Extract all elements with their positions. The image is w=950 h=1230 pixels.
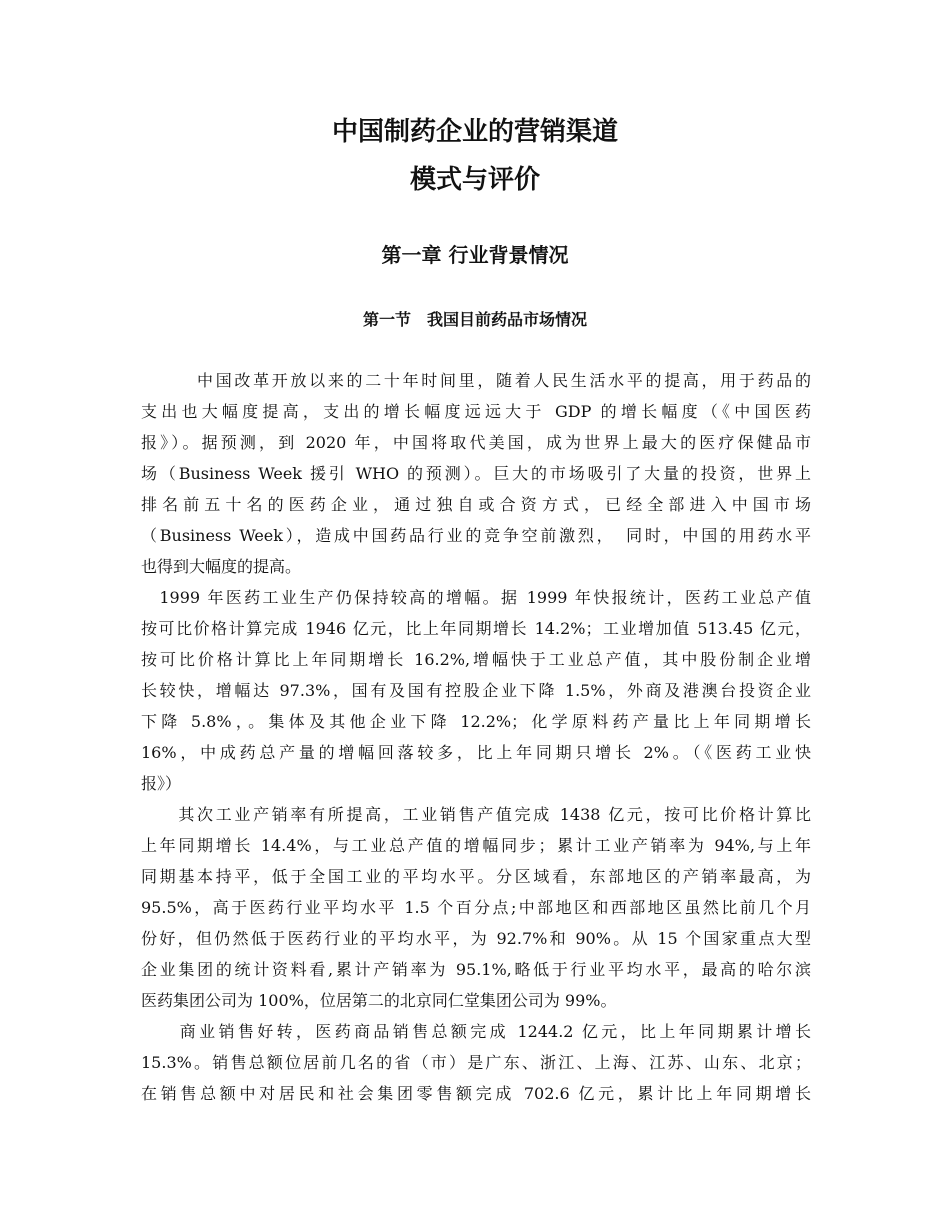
body-line: 报》） bbox=[141, 774, 182, 793]
body-line: （Business Week），造成中国药品行业的竞争空前激烈， 同时，中国的用药水平 bbox=[141, 526, 811, 545]
section-heading: 第一节 我国目前药品市场情况 bbox=[362, 310, 587, 329]
body-line: 份好，但仍然低于医药行业的平均水平，为 92.7%和 90%。从 15 个国家重点大型 bbox=[141, 929, 811, 948]
body-line: 中国改革开放以来的二十年时间里，随着人民生活水平的提高，用于药品的 bbox=[141, 371, 811, 390]
body-line: 医药集团公司为 100%，位居第二的北京同仁堂集团公司为 99%。 bbox=[141, 991, 617, 1010]
document-title-line-1: 中国制药企业的营销渠道 bbox=[331, 117, 618, 147]
body-line: 95.5%，高于医药行业平均水平 1.5 个百分点;中部地区和西部地区虽然比前几个月 bbox=[141, 898, 811, 917]
body-line: 也得到大幅度的提高。 bbox=[141, 557, 302, 576]
body-line: 支出也大幅度提高，支出的增长幅度远远大于 GDP 的增长幅度（《中国医药 bbox=[141, 402, 811, 421]
body-line: 上年同期增长 14.4%，与工业总产值的增幅同步；累计工业产销率为 94%,与上年 bbox=[141, 836, 811, 855]
document-title-line-2: 模式与评价 bbox=[409, 165, 540, 195]
chapter-heading: 第一章 行业背景情况 bbox=[381, 243, 569, 267]
body-line: 长较快，增幅达 97.3%，国有及国有控股企业下降 1.5%，外商及港澳台投资企业 bbox=[141, 681, 811, 700]
body-line: 在销售总额中对居民和社会集团零售额完成 702.6 亿元，累计比上年同期增长 bbox=[141, 1084, 811, 1103]
body-line: 企业集团的统计资料看,累计产销率为 95.1%,略低于行业平均水平，最高的哈尔滨 bbox=[141, 960, 811, 979]
body-line: 1999 年医药工业生产仍保持较高的增幅。据 1999 年快报统计，医药工业总产值 bbox=[141, 588, 811, 607]
body-line: 场（Business Week 援引 WHO 的预测）。巨大的市场吸引了大量的投资，世界上 bbox=[141, 464, 811, 483]
body-line: 报》）。据预测，到 2020 年，中国将取代美国，成为世界上最大的医疗保健品市 bbox=[141, 433, 811, 452]
body-line: 按可比价格计算完成 1946 亿元，比上年同期增长 14.2%；工业增加值 513.45 亿元， bbox=[141, 619, 811, 638]
body-line: 按可比价格计算比上年同期增长 16.2%,增幅快于工业总产值，其中股份制企业增 bbox=[141, 650, 811, 669]
body-line: 15.3%。销售总额位居前几名的省（市）是广东、浙江、上海、江苏、山东、北京； bbox=[141, 1053, 811, 1072]
body-line: 同期基本持平，低于全国工业的平均水平。分区域看，东部地区的产销率最高，为 bbox=[141, 867, 811, 886]
body-line: 其次工业产销率有所提高，工业销售产值完成 1438 亿元，按可比价格计算比 bbox=[141, 805, 811, 824]
body-line: 下降 5.8%，。集体及其他企业下降 12.2%；化学原料药产量比上年同期增长 bbox=[141, 712, 811, 731]
body-line: 排名前五十名的医药企业，通过独自或合资方式，已经全部进入中国市场 bbox=[141, 495, 811, 514]
body-line: 16%，中成药总产量的增幅回落较多，比上年同期只增长 2%。（《医药工业快 bbox=[141, 743, 811, 762]
body-line: 商业销售好转，医药商品销售总额完成 1244.2 亿元，比上年同期累计增长 bbox=[141, 1022, 811, 1041]
